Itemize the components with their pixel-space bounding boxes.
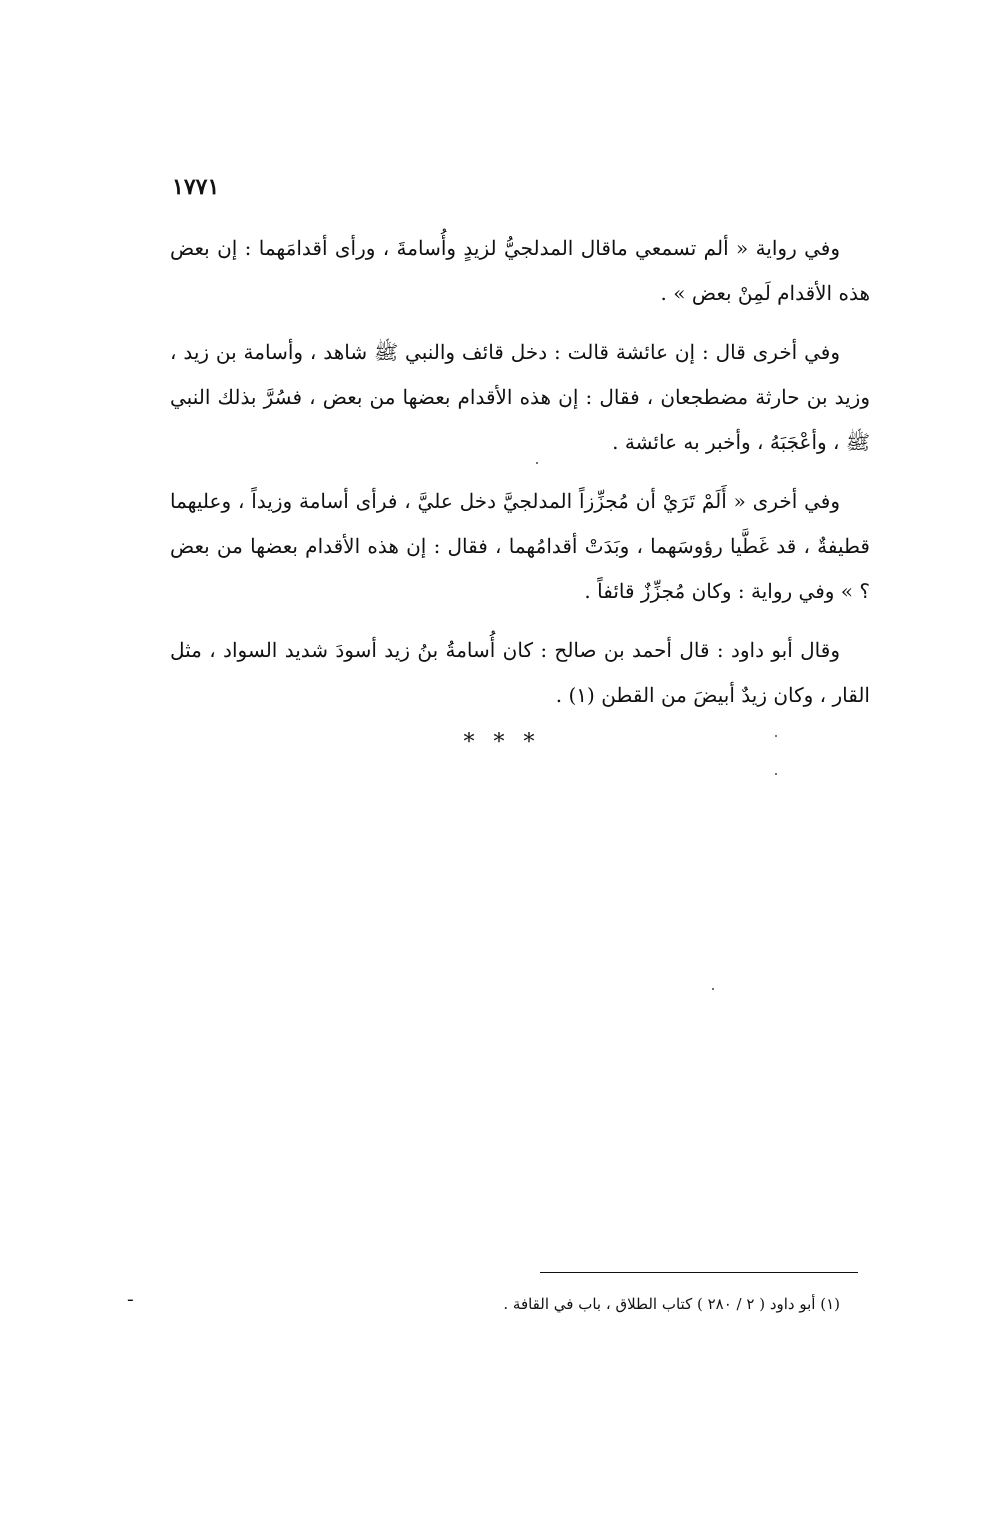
footnote: (١) أبو داود ( ٢ / ٢٨٠ ) كتاب الطلاق ، باب في القافة .: [503, 1295, 840, 1313]
section-separator: * * *: [463, 730, 541, 755]
footnote-divider: [540, 1272, 858, 1273]
paragraph-2: وفي أخرى قال : إن عائشة قالت : دخل قائف والنبي ﷺ شاهد ، وأسامة بن زيد ، وزيد بن حارثة مضطجعان ، فقال : إن هذه الأقدام بعضها من بعض ، فسُرَّ بذلك النبي ﷺ ، وأعْجَبَهُ ، وأخبر به عائشة .: [170, 340, 870, 454]
margin-mark: ـ: [128, 1286, 133, 1305]
paragraph-3: وفي أخرى « أَلَمْ تَرَيْ أن مُجزِّزاً المدلجيَّ دخل عليَّ ، فرأى أسامة وزيداً ، وعليهما قطيفةٌ ، قد غَطَّيا رؤوسَهما ، وبَدَتْ أقدامُهما ، فقال : إن هذه الأقدام بعضها من بعض ؟ » وفي رواية : وكان مُجزِّزٌ قائفاً .: [170, 489, 870, 603]
page-number: ١٧٧١: [172, 174, 220, 200]
scan-speck: [775, 773, 777, 775]
paragraph-1: وفي رواية « ألم تسمعي ماقال المدلجيُّ لزيدٍ وأُسامةَ ، ورأى أقدامَهما : إن بعض هذه الأقدام لَمِنْ بعض » .: [170, 236, 870, 305]
scan-speck: [712, 988, 714, 990]
body-text: [170, 226, 870, 718]
paragraph-4: وقال أبو داود : قال أحمد بن صالح : كان أُسامةُ بنُ زيد أسودَ شديد السواد ، مثل القار ، وكان زيدٌ أبيضَ من القطن (١) .: [170, 638, 870, 707]
scan-speck: [536, 462, 538, 464]
scan-speck: [775, 735, 777, 737]
